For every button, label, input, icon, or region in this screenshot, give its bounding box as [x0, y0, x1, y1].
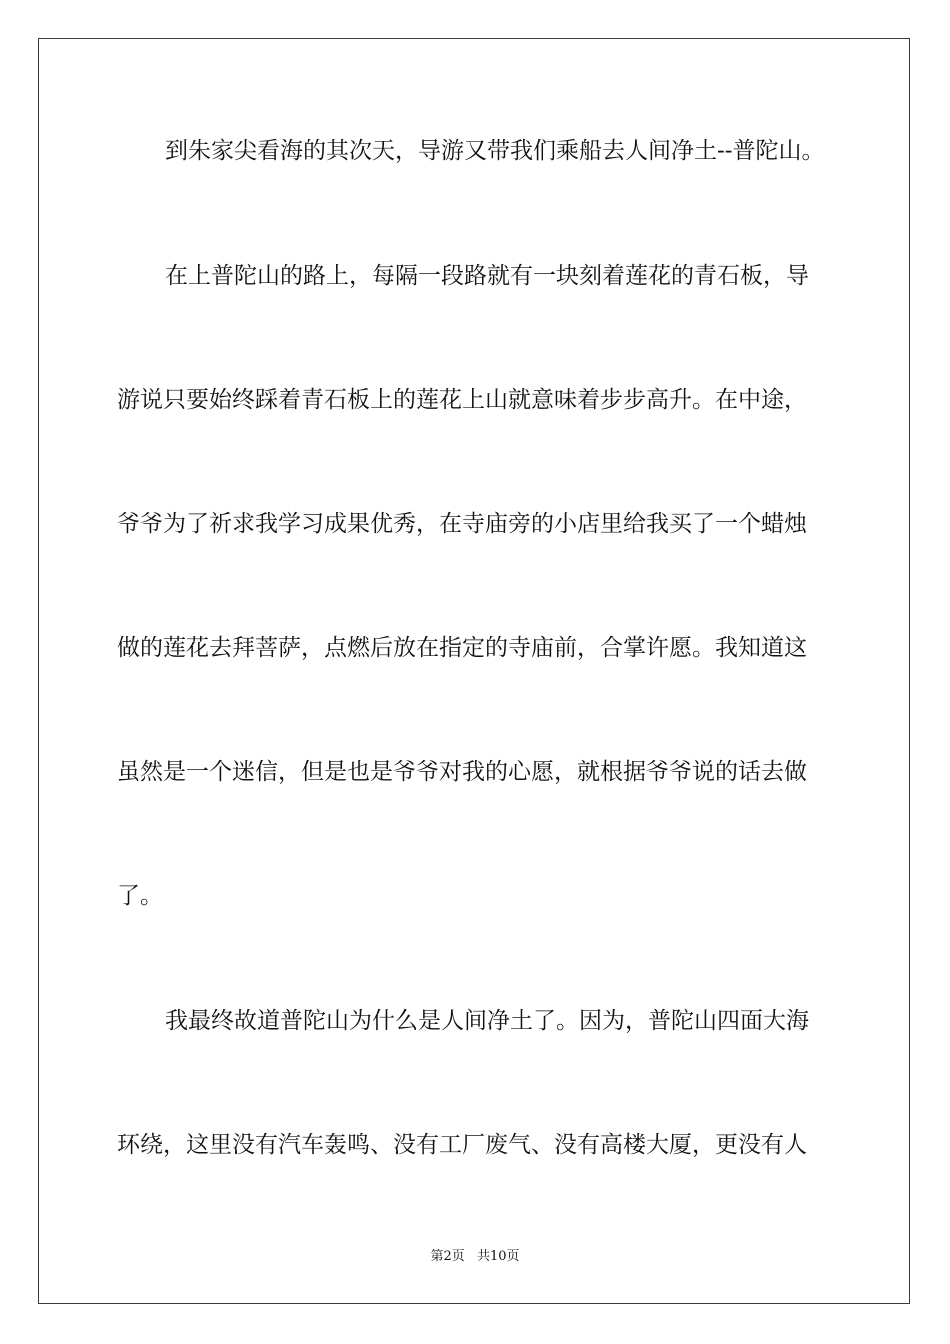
page-number-current: 第2页	[430, 1249, 465, 1264]
paragraph-line-3: 游说只要始终踩着青石板上的莲花上山就意味着步步高升。在中途，	[117, 387, 807, 413]
paragraph-line-6: 虽然是一个迷信，但是也是爷爷对我的心愿，就根据爷爷说的话去做	[117, 759, 807, 785]
page-number-total: 共10页	[476, 1249, 520, 1264]
paragraph-line-7: 了。	[117, 883, 163, 909]
paragraph-line-8: 我最终故道普陀山为什么是人间净土了。因为，普陀山四面大海	[165, 1008, 809, 1034]
paragraph-line-1: 到朱家尖看海的其次天，导游又带我们乘船去人间净土--普陀山。	[165, 138, 825, 164]
paragraph-line-5: 做的莲花去拜菩萨，点燃后放在指定的寺庙前，合掌许愿。我知道这	[117, 635, 807, 661]
page-footer	[0, 1245, 950, 1264]
paragraph-line-9: 环绕，这里没有汽车轰鸣、没有工厂废气、没有高楼大厦，更没有人	[117, 1132, 807, 1158]
paragraph-line-2: 在上普陀山的路上，每隔一段路就有一块刻着莲花的青石板，导	[165, 263, 809, 289]
paragraph-line-4: 爷爷为了祈求我学习成果优秀，在寺庙旁的小店里给我买了一个蜡烛	[117, 511, 807, 537]
page-border	[38, 38, 910, 1304]
